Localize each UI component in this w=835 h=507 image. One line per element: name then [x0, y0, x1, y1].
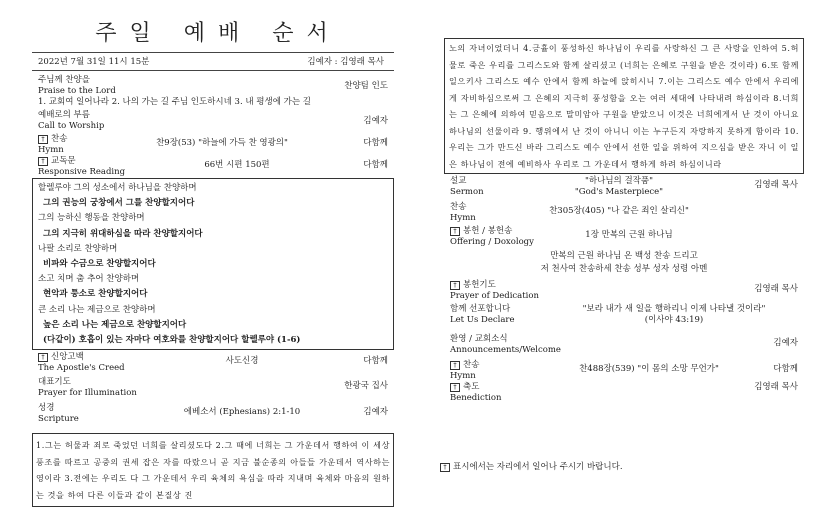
hymn2-title: 찬305장(405) "나 같은 죄인 살리신" — [549, 206, 689, 216]
announce-item — [444, 334, 804, 358]
praise-leader: 찬양팀 인도 — [344, 81, 388, 91]
hymn2-ko: 찬송 — [450, 202, 467, 212]
sermon-title — [554, 176, 684, 197]
scripture-text: 1.그는 허물과 죄로 죽었던 너희를 살리셨도다 2.그 때에 너희는 그 가운데서 행하여 이 세상 풍조를 따르고 공중의 권세 잡은 자를 따랐으니 곧 지금 불순종의 아들들 가운데서 역사하는 영이라 3.전에는 우리도 다 그 가운데서 우리 육체의 욕심을 따라 지내며 육체와 마음의 원하는 것을 하여 다른 이들과 같이 본질상 진 — [36, 440, 390, 500]
declare-ko: 함께 선포합니다 — [450, 304, 511, 314]
creed-who: 다함께 — [363, 356, 388, 367]
hymn1-item — [32, 134, 394, 156]
psalm-line: 큰 소리 나는 제금으로 찬양하며 — [38, 304, 156, 315]
sermon-title-ko: "하나님의 걸작품" — [585, 176, 653, 186]
stand-icon: † — [450, 281, 460, 290]
psalm-line: 비파와 수금으로 찬양할지어다 — [43, 258, 156, 269]
hymn2-en: Hymn — [450, 212, 476, 223]
call-ko: 예배로의 부름 — [38, 110, 90, 120]
announce-who: 김예자 — [773, 338, 798, 348]
sermon-title-en: "God's Masterpiece" — [574, 186, 664, 197]
declare-verse-text: "보라 내가 새 일을 행하리니 이제 나타낼 것이라" — [582, 304, 766, 314]
announce-en: Announcements/Welcome — [450, 344, 561, 355]
praise-songs: 1. 교회여 일어나라 2. 나의 가는 길 주님 인도하시네 3. 내 평생에 가는 길 — [38, 97, 311, 107]
psalm-reading-box — [32, 178, 394, 350]
hymn1-title: 찬9장(53) "하늘에 가득 찬 영광의" — [156, 138, 288, 148]
hymn3-who: 다함께 — [773, 364, 798, 374]
prayer-ko: 대표기도 — [38, 377, 71, 388]
hymn1-ko: 찬송 — [51, 134, 68, 144]
creed-ko: 신앙고백 — [51, 352, 84, 363]
psalm-line: 그의 지극히 위대하심을 따라 찬양할지어다 — [43, 228, 203, 239]
psalm-line: 높은 소리 나는 제금으로 찬양할지어다 — [43, 319, 187, 330]
footnote — [440, 462, 623, 473]
page-title: 주일 예배 순서 — [95, 21, 341, 46]
psalm-line: 소고 치며 춤 추어 찬양하며 — [38, 274, 140, 285]
praise-ko: 주님께 찬양을 — [38, 75, 90, 85]
benediction-who: 김영래 목사 — [754, 382, 798, 392]
scripture-ref: 에베소서 (Ephesians) 2:1-10 — [183, 407, 301, 418]
responsive-who: 다함께 — [363, 160, 388, 170]
responsive-en: Responsive Reading — [38, 166, 126, 177]
stand-icon: † — [38, 353, 48, 362]
declare-item — [444, 304, 804, 332]
service-date: 2022년 7월 31일 11시 15분 — [38, 57, 150, 67]
scripture-continued-text: 노의 자녀이었더니 4.긍휼이 풍성하신 하나님이 우리를 사랑하신 그 큰 사랑을 인하여 5.허물로 죽은 우리를 그리스도와 함께 살리셨고 (너희는 은혜로 구원을 받은 것이라) 6.또 함께 일으키사 그리스도 예수 안에서 함께 하늘에 앉히시니 7.이는 그리스도 예수 안에서 우리에게 자비하심으로써 그 은혜의 지극히 풍성함을 오는 여러 세대에 나타내려 하심이라 8.너희는 그 은혜에 의하여 믿음으로 말미암아 구원을 받았으니 이것은 너희에게서 난 것이 아니요 하나님의 선물이라 9. 행위에서 난 것이 아니니 이는 누구든지 자랑하지 못하게 함이라 10.우리는 그가 만드신 바라 그리스도 예수 안에서 선한 일을 위하여 지으심을 받은 자니 이 일은 하나님이 전에 예비하사 우리로 그 가운데서 행하게 하려 하심이니라 — [449, 43, 799, 169]
scripture-ko: 성경 — [38, 403, 55, 414]
stand-icon: † — [38, 157, 48, 166]
call-item — [32, 110, 394, 134]
creed-en: The Apostle's Creed — [38, 362, 125, 373]
date-bar — [32, 52, 394, 71]
responsive-item — [32, 156, 394, 178]
hymn3-title: 찬488장(539) "이 몸의 소망 무언가" — [579, 364, 719, 374]
stand-icon: † — [440, 463, 450, 472]
sermon-en: Sermon — [450, 186, 484, 197]
psalm-line: (다같이) 호흡이 있는 자마다 여호와를 찬양할지어다 할렐루야 (1-6) — [43, 334, 301, 345]
footnote-text: 표시에서는 자리에서 일어나 주시기 바랍니다. — [453, 462, 623, 472]
psalm-line: 그의 권능의 궁창에서 그를 찬양할지어다 — [43, 198, 195, 209]
scripture-continued-box — [444, 38, 804, 174]
hymn3-ko: 찬송 — [463, 360, 480, 370]
service-leader: 김예자 : 김영래 목사 — [307, 57, 384, 67]
declare-verse — [564, 304, 784, 325]
scripture-who: 김예자 — [363, 407, 388, 418]
hymn3-en: Hymn — [450, 370, 476, 381]
scripture-text-box — [32, 433, 394, 507]
dedication-item — [444, 280, 804, 302]
announce-ko: 환영 / 교회소식 — [450, 334, 508, 344]
right-column — [444, 38, 804, 404]
declare-verse-ref: (이사야 43:19) — [644, 314, 704, 325]
stand-icon: † — [38, 135, 48, 144]
sermon-item — [444, 176, 804, 200]
psalm-line: 나팔 소리로 찬양하며 — [38, 243, 118, 254]
responsive-ko: 교독문 — [51, 156, 76, 166]
offering-title: 1장 만복의 근원 하나님 — [585, 230, 673, 240]
praise-en: Praise to the Lord — [38, 85, 116, 96]
psalm-line: 현악과 퉁소로 찬양할지어다 — [43, 289, 148, 300]
benediction-ko: 축도 — [463, 382, 480, 392]
psalm-line: 할렐루야 그의 성소에서 하나님을 찬양하며 — [38, 183, 197, 193]
prayer-who: 한광국 집사 — [344, 381, 388, 392]
stand-icon: † — [450, 227, 460, 236]
offering-en: Offering / Doxology — [450, 236, 534, 247]
hymn1-who: 다함께 — [363, 138, 388, 148]
doxology-line-2: 저 천사여 찬송하세 찬송 성부 성자 성령 아멘 — [540, 264, 708, 274]
psalm-line: 그의 능하신 행동을 찬양하며 — [38, 213, 145, 224]
responsive-title: 66번 시편 150편 — [204, 160, 270, 170]
call-en: Call to Worship — [38, 120, 105, 131]
scripture-item — [32, 403, 394, 427]
doxology-line-1: 만복의 근원 하나님 온 백성 찬송 드리고 — [550, 251, 698, 261]
creed-title: 사도신경 — [225, 356, 259, 367]
dedication-en: Prayer of Dedication — [450, 290, 539, 301]
dedication-ko: 봉헌기도 — [463, 280, 496, 290]
scripture-en: Scripture — [38, 413, 79, 424]
declare-en: Let Us Declare — [450, 314, 515, 325]
left-column — [32, 18, 394, 507]
stand-icon: † — [450, 361, 460, 370]
hymn1-en: Hymn — [38, 144, 64, 155]
offering-ko: 봉헌 / 봉헌송 — [463, 226, 513, 236]
dedication-who: 김영래 목사 — [754, 284, 798, 294]
benediction-en: Benediction — [450, 392, 502, 403]
prayer-item — [32, 377, 394, 401]
offering-item — [444, 226, 804, 250]
creed-item — [32, 352, 394, 374]
sermon-ko: 설교 — [450, 176, 467, 186]
hymn2-item — [444, 202, 804, 226]
sermon-who: 김영래 목사 — [754, 180, 798, 190]
hymn3-item — [444, 360, 804, 382]
praise-item — [32, 75, 394, 97]
benediction-item — [444, 382, 804, 404]
call-leader: 김예자 — [363, 116, 388, 126]
prayer-en: Prayer for Illumination — [38, 387, 137, 398]
stand-icon: † — [450, 383, 460, 392]
